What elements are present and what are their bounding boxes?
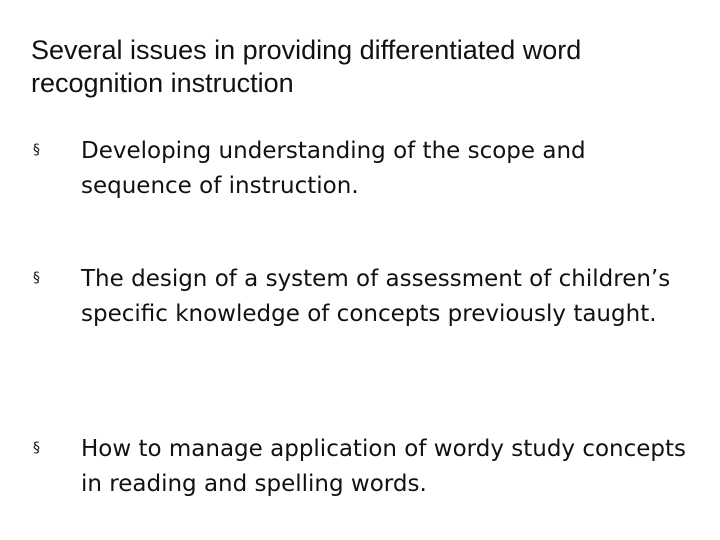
bullet-text: The design of a system of assessment of children’s specific knowledge of concepts previously taught. — [81, 266, 671, 327]
bullet-text: Developing understanding of the scope and sequence of instruction. — [81, 138, 586, 199]
slide-title: Several issues in providing differentiated word recognition instruction — [31, 35, 582, 98]
bullet-marker-icon: § — [33, 142, 40, 158]
bullet-marker-icon: § — [33, 440, 40, 456]
bullet-text: How to manage application of wordy study concepts in reading and spelling words. — [81, 436, 687, 497]
bullet-marker-icon: § — [33, 270, 40, 286]
